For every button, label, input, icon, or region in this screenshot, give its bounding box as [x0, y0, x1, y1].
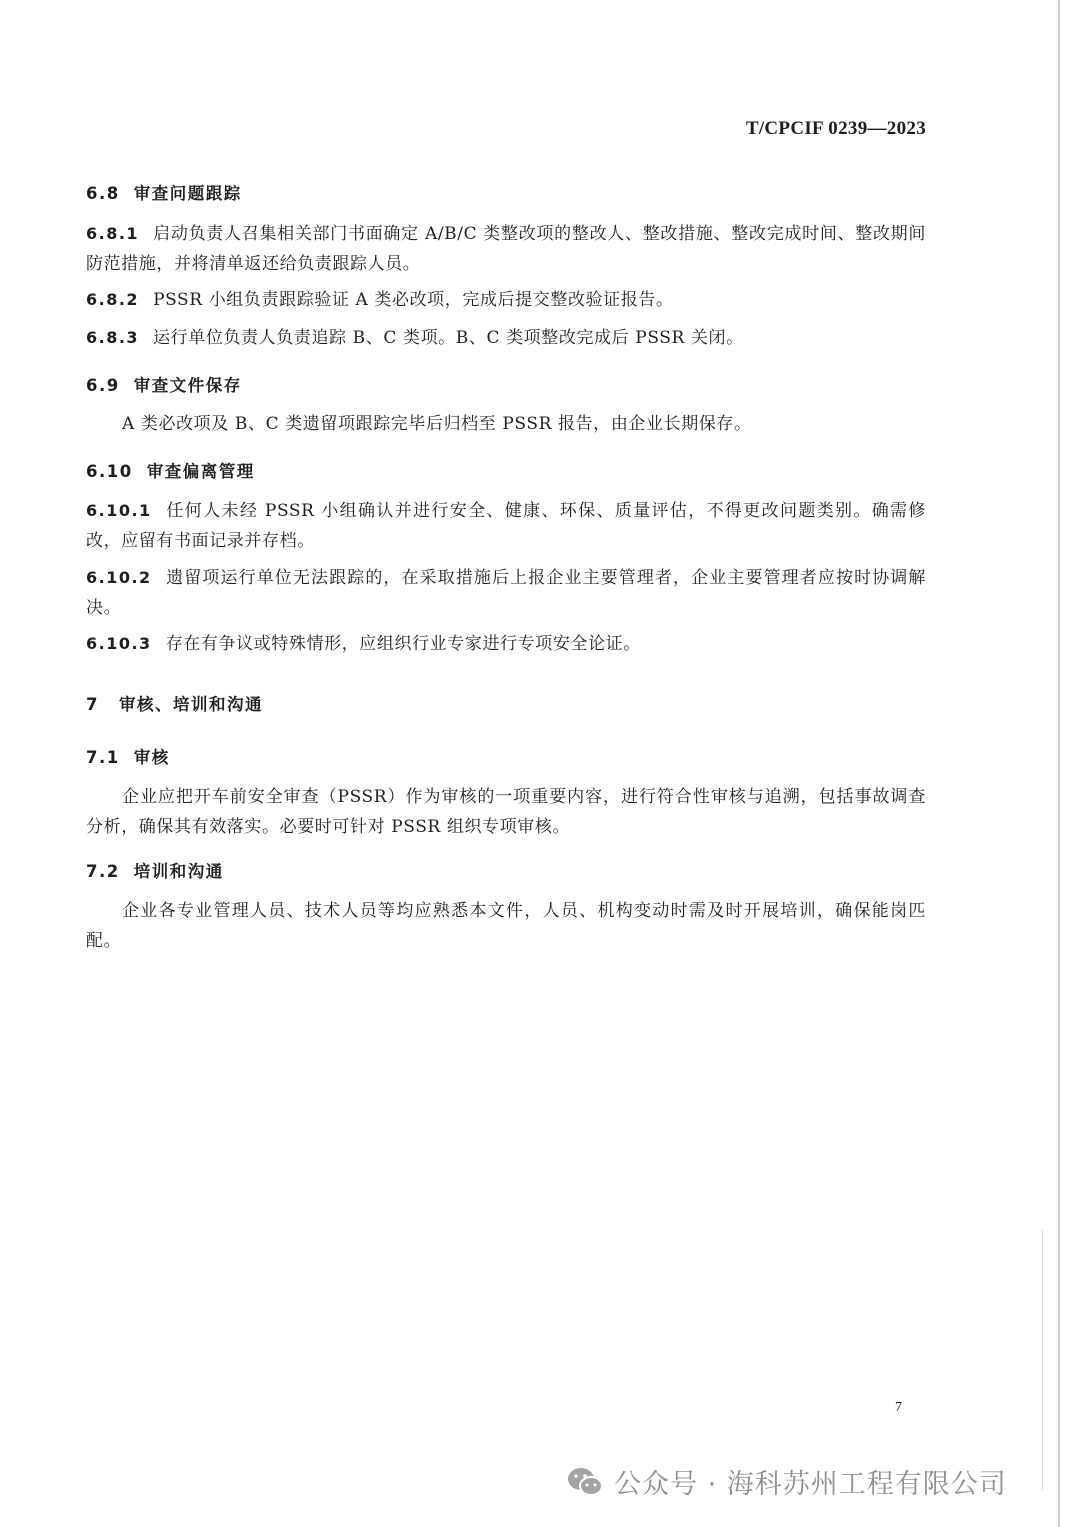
- section-number: 7.1: [86, 748, 120, 767]
- clause-6-10-2: [86, 563, 926, 623]
- section-6-10-heading: [86, 458, 255, 482]
- section-7-1-text: 企业应把开车前安全审查（PSSR）作为审核的一项重要内容，进行符合性审核与追溯，包括事故调查分析，确保其有效落实。必要时可针对 PSSR 组织专项审核。: [86, 787, 926, 837]
- section-number: 6.10: [86, 462, 133, 481]
- section-7-2-text: 企业各专业管理人员、技术人员等均应熟悉本文件，人员、机构变动时需及时开展培训，确保能岗匹配。: [86, 901, 926, 951]
- section-7-2-heading: [86, 858, 224, 882]
- clause-text: 启动负责人召集相关部门书面确定 A/B/C 类整改项的整改人、整改措施、整改完成时间、整改期间防范措施，并将清单返还给负责跟踪人员。: [86, 224, 926, 274]
- section-7-1-heading: [86, 744, 170, 768]
- section-title: 审核: [133, 748, 170, 767]
- section-title: 审查问题跟踪: [133, 184, 242, 203]
- clause-number: 6.10.1: [86, 501, 152, 520]
- clause-number: 6.8.3: [86, 328, 140, 347]
- section-6-8-heading: [86, 180, 242, 204]
- section-title: 培训和沟通: [133, 862, 224, 881]
- clause-number: 6.10.2: [86, 568, 152, 587]
- chapter-7-heading: [86, 691, 263, 715]
- clause-text: 遗留项运行单位无法跟踪的，在采取措施后上报企业主要管理者，企业主要管理者应按时协调解决。: [86, 568, 926, 618]
- watermark: [566, 1462, 1007, 1501]
- section-6-9-heading: [86, 372, 242, 396]
- section-number: 7.2: [86, 862, 120, 881]
- wechat-icon: [566, 1466, 604, 1498]
- clause-text: 存在有争议或特殊情形，应组织行业专家进行专项安全论证。: [165, 634, 641, 654]
- page-number: 7: [895, 1400, 902, 1415]
- clause-6-8-3: [86, 323, 926, 353]
- section-number: 6.9: [86, 376, 120, 395]
- clause-text: PSSR 小组负责跟踪验证 A 类必改项，完成后提交整改验证报告。: [153, 290, 674, 310]
- clause-6-8-1: [86, 219, 926, 279]
- clause-6-8-2: [86, 285, 926, 315]
- chapter-title: 审核、培训和沟通: [118, 695, 263, 714]
- standard-code: T/CPCIF 0239—2023: [745, 118, 926, 139]
- clause-text: 运行单位负责人负责追踪 B、C 类项。B、C 类项整改完成后 PSSR 关闭。: [153, 328, 744, 348]
- clause-number: 6.8.2: [86, 290, 140, 309]
- clause-6-10-1: [86, 496, 926, 556]
- clause-number: 6.10.3: [86, 634, 152, 653]
- clause-number: 6.8.1: [86, 224, 140, 243]
- page-edge-line: [1058, 0, 1060, 1527]
- section-6-9-text: A 类必改项及 B、C 类遗留项跟踪完毕后归档至 PSSR 报告，由企业长期保存。: [122, 414, 752, 434]
- section-number: 6.8: [86, 184, 120, 203]
- watermark-text: 公众号 · 海科苏州工程有限公司: [614, 1469, 1007, 1500]
- page-edge-line-lower: [1042, 1230, 1043, 1490]
- chapter-number: 7: [86, 695, 99, 714]
- section-title: 审查偏离管理: [146, 462, 255, 481]
- section-title: 审查文件保存: [133, 376, 242, 395]
- clause-6-10-3: [86, 629, 926, 659]
- clause-text: 任何人未经 PSSR 小组确认并进行安全、健康、环保、质量评估，不得更改问题类别。确需修改，应留有书面记录并存档。: [86, 501, 926, 551]
